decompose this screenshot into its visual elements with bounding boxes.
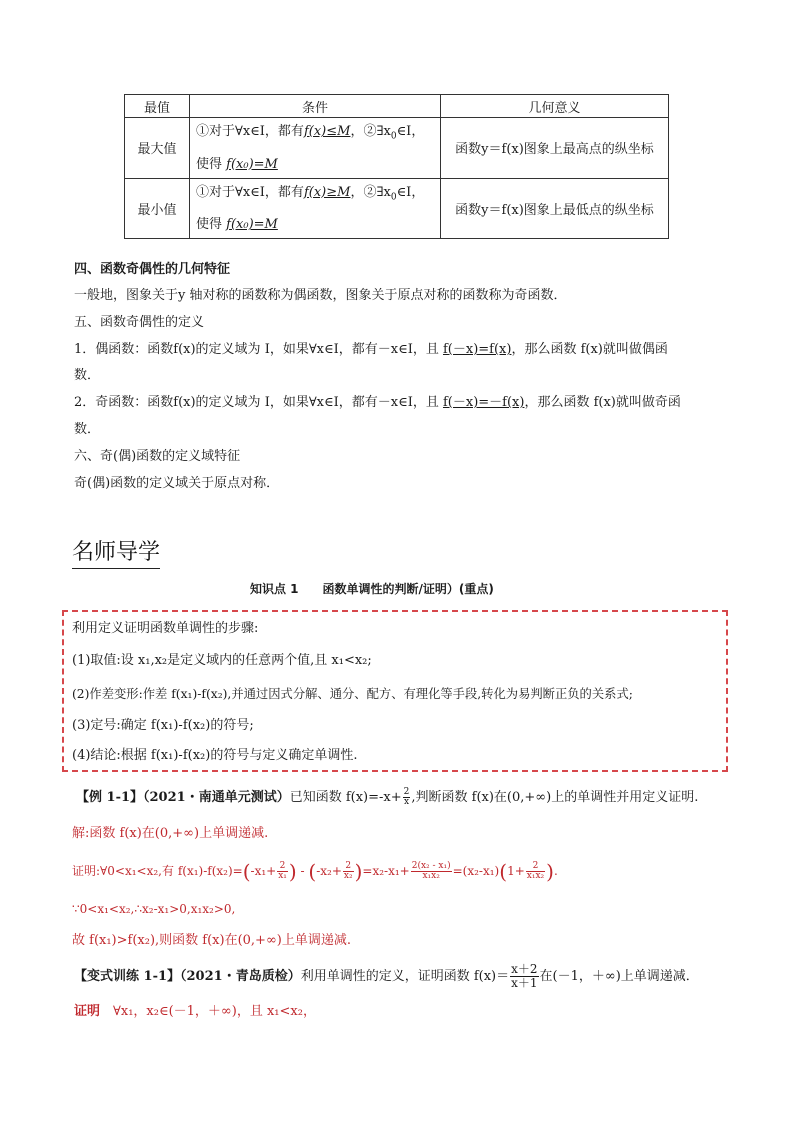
cond-underline: f(x)≤M (303, 124, 351, 139)
proof-fraction-4 (526, 862, 545, 881)
cond-text: ，②∃x (350, 124, 391, 139)
cond-sub: 0 (390, 131, 397, 142)
cond-underline: f(x₀)=M (226, 156, 278, 172)
section5-title: 五、函数奇偶性的定义 (74, 315, 205, 330)
frac-num: 2(x₂ - x₁) (411, 861, 451, 871)
paren-close: ) (546, 859, 554, 884)
even-def-underline: f(－x)=f(x) (442, 342, 512, 357)
proof-fraction-2 (343, 862, 354, 881)
frac-den: x₁ (278, 871, 287, 881)
proof-text: 1+ (507, 864, 525, 878)
cond-text: ，②∃x (350, 184, 391, 200)
step-1: (1)取值:设 x₁,x₂是定义域内的任意两个值,且 x₁<x₂; (72, 653, 372, 668)
extremum-table (124, 94, 669, 239)
cond-text: ∈I， (396, 184, 425, 200)
proof-text: -x₂+ (316, 864, 342, 878)
frac-den: x₂ (343, 871, 353, 881)
odd-def-text: ，那么函数 f(x)就叫做奇函 (524, 395, 681, 410)
paren-close: ) (354, 859, 363, 884)
solution-line-1: 解:函数 f(x)在(0,+∞)上单调递减. (72, 826, 269, 841)
cond-underline: f(x)≥M (303, 184, 351, 200)
proof-fraction-1 (277, 862, 288, 881)
frac-num: 2 (526, 862, 545, 872)
proof-text: - (296, 864, 309, 878)
cell-max-condition (190, 118, 441, 179)
cell-max-name: 最大值 (125, 118, 190, 179)
example-source: （2021・南通单元测试） (143, 790, 290, 805)
step-3: (3)定号:确定 f(x₁)-f(x₂)的符号; (72, 718, 254, 733)
solution-line-4: 故 f(x₁)>f(x₂),则函数 f(x)在(0,+∞)上单调递减. (72, 933, 351, 948)
section6-title: 六、奇(偶)函数的定义域特征 (74, 449, 241, 464)
page-title: 名师导学 (72, 535, 160, 569)
even-def-cont: 数． (74, 368, 101, 383)
even-def-text: ，那么函数 f(x)就叫做偶函 (511, 342, 668, 357)
cond-text: 使得 (196, 217, 227, 233)
odd-def-text: 2．奇函数：函数f(x)的定义域为 I，如果∀x∈I，都有－x∈I，且 (74, 395, 443, 410)
proof-text: =(x₂-x₁) (452, 864, 500, 878)
table-row-min (125, 178, 669, 239)
variant-text: 在(－1，＋∞)上单调递减． (539, 969, 699, 984)
section4-body: 一般地，图象关于y 轴对称的函数称为偶函数，图象关于原点对称的函数称为奇函数． (74, 288, 567, 303)
frac-den: x＋1 (511, 976, 538, 990)
table-row-max (125, 118, 669, 179)
proof-label: 证明 (74, 1004, 101, 1019)
section4-title: 四、函数奇偶性的几何特征 (74, 262, 231, 277)
example-text: ,判断函数 f(x)在(0,+∞)上的单调性并用定义证明. (411, 790, 699, 805)
variant-text: 利用单调性的定义，证明函数 f(x)＝ (300, 969, 510, 984)
paren-open: ( (308, 859, 317, 884)
frac-num: x＋2 (511, 962, 538, 976)
cell-min-condition (190, 178, 441, 239)
cond-sub: 0 (390, 192, 397, 203)
table-header-extremum: 最值 (125, 95, 190, 118)
proof-text: -x₁+ (250, 864, 277, 878)
table-header-meaning: 几何意义 (441, 95, 669, 118)
example-stem (76, 788, 698, 807)
cond-text: ①对于∀x∈I，都有 (196, 184, 304, 200)
cond-text: 使得 (196, 156, 227, 172)
variant-tag: 【变式训练 1-1】 (74, 969, 181, 984)
cell-max-meaning: 函数y＝f(x)图象上最高点的纵坐标 (441, 118, 669, 179)
steps-intro: 利用定义证明函数单调性的步骤: (72, 621, 259, 636)
solution-line-3: ∵0<x₁<x₂,∴x₂-x₁>0,x₁x₂>0, (72, 902, 236, 916)
odd-def-underline: f(－x)=－f(x) (442, 395, 525, 410)
frac-num: 2 (403, 787, 410, 797)
variant-stem (74, 963, 699, 990)
solution-proof-line (72, 859, 558, 884)
proof-start-body: ∀x₁，x₂∈(－1，＋∞)，且 x₁<x₂， (113, 1004, 316, 1019)
cond-underline: f(x₀)=M (226, 217, 278, 233)
frac-den: x₁x₂ (422, 871, 440, 881)
odd-def-cont: 数． (74, 422, 101, 437)
cell-min-name: 最小值 (125, 178, 190, 239)
example-tag: 【例 1-1】 (76, 790, 144, 805)
frac-num: 2 (277, 862, 288, 872)
step-4: (4)结论:根据 f(x₁)-f(x₂)的符号与定义确定单调性. (72, 748, 358, 763)
proof-fraction-3 (411, 862, 452, 881)
step-2: (2)作差变形:作差 f(x₁)-f(x₂),并通过因式分解、通分、配方、有理化等手段,转化为易判断正负的关系式; (72, 687, 633, 701)
proof-start-line (74, 1003, 316, 1021)
proof-text: . (553, 864, 558, 878)
paren-close: ) (288, 859, 297, 884)
frac-den: x (403, 797, 410, 807)
knowledge-point-heading: 知识点 1 函数单调性的判断/证明）(重点) (250, 582, 494, 596)
cell-min-meaning: 函数y＝f(x)图象上最低点的纵坐标 (441, 178, 669, 239)
even-def-line (74, 341, 668, 359)
table-header-condition: 条件 (190, 95, 441, 118)
variant-source: （2021・青岛质检） (180, 969, 301, 984)
proof-text: 证明:∀0<x₁<x₂,有 f(x₁)-f(x₂)= (72, 864, 243, 878)
frac-num: 2 (343, 862, 354, 872)
paren-open: ( (242, 859, 251, 884)
variant-fraction (510, 963, 538, 990)
cond-text: ①对于∀x∈I，都有 (196, 124, 304, 139)
even-def-text: 1．偶函数：函数f(x)的定义域为 I，如果∀x∈I，都有－x∈I，且 (74, 342, 443, 357)
frac-den: x₁x₂ (526, 871, 545, 881)
example-text: 已知函数 f(x)=-x+ (289, 790, 402, 805)
cond-text: ∈I， (396, 124, 425, 139)
section6-body: 奇(偶)函数的定义域关于原点对称． (74, 476, 280, 491)
example-fraction (403, 788, 411, 807)
odd-def-line (74, 394, 681, 412)
proof-text: =x₂-x₁+ (362, 864, 410, 878)
paren-open: ( (499, 859, 508, 884)
